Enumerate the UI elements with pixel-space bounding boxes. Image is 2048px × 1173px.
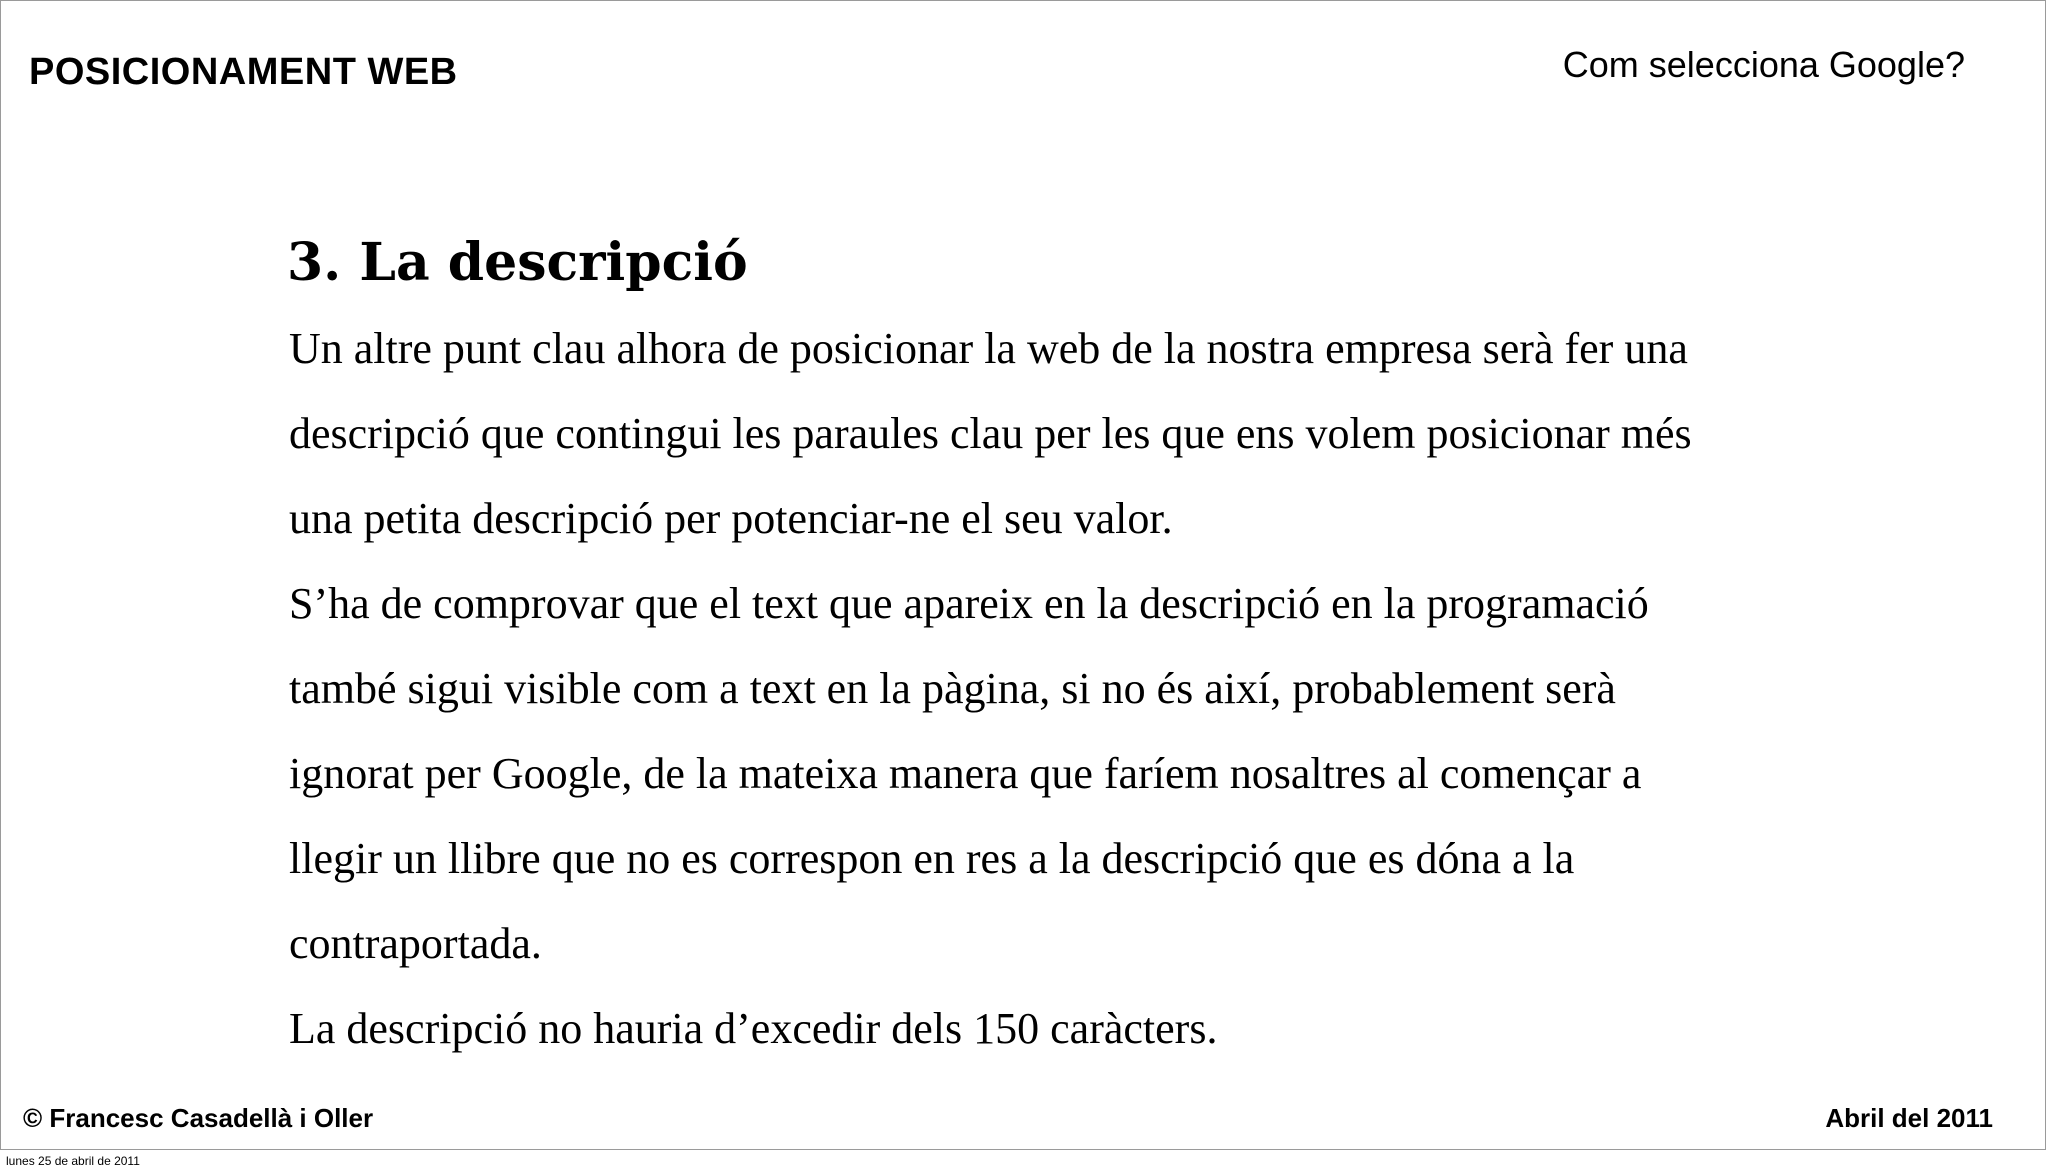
paragraph-2 bbox=[289, 561, 1989, 986]
text-line: descripció que contingui les paraules clau per les que ens volem posicionar més bbox=[289, 409, 1692, 458]
text-line: una petita descripció per potenciar-ne el seu valor. bbox=[289, 494, 1173, 543]
footer-copyright: © Francesc Casadellà i Oller bbox=[23, 1103, 374, 1133]
slide-content bbox=[289, 226, 1989, 1071]
paragraph-1 bbox=[289, 306, 1989, 561]
text-line: ignorat per Google, de la mateixa manera que faríem nosaltres al començar a bbox=[289, 749, 1642, 798]
paragraph-3 bbox=[289, 986, 1989, 1071]
footer-date: Abril del 2011 bbox=[1825, 1103, 1993, 1133]
text-line: llegir un llibre que no es correspon en res a la descripció que es dóna a la bbox=[289, 834, 1575, 883]
text-line: S’ha de comprovar que el text que apareix en la descripció en la programació bbox=[289, 579, 1649, 628]
text-line: La descripció no hauria d’excedir dels 150 caràcters. bbox=[289, 1004, 1218, 1053]
header-title: POSICIONAMENT WEB bbox=[29, 51, 458, 93]
section-title: 3. La descripció bbox=[287, 232, 748, 293]
header-subtitle: Com selecciona Google? bbox=[1562, 44, 1965, 85]
text-line: Un altre punt clau alhora de posicionar la web de la nostra empresa serà fer una bbox=[289, 324, 1688, 373]
print-timestamp: lunes 25 de abril de 2011 bbox=[6, 1154, 140, 1168]
text-line: també sigui visible com a text en la pàgina, si no és així, probablement serà bbox=[289, 664, 1616, 713]
text-line: contraportada. bbox=[289, 919, 542, 968]
